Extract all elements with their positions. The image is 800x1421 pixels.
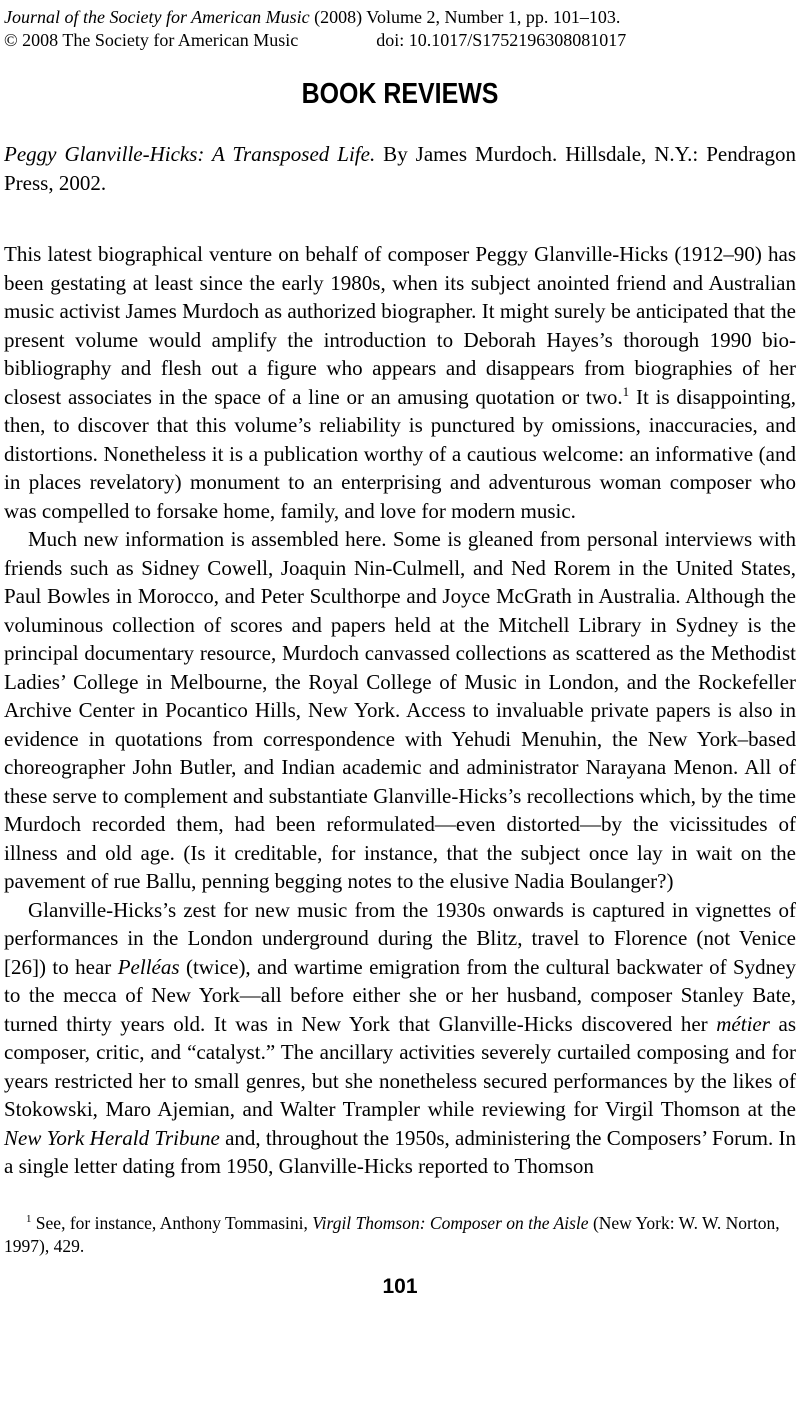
doi-text: doi: 10.1017/S1752196308081017: [376, 30, 627, 50]
review-body: [4, 240, 796, 1181]
copyright-doi-line: [4, 29, 796, 52]
paragraph: This latest biographical venture on behalf of composer Peggy Glanville-Hicks (1912–90) has been gestating at least since the early 1980s, when its subject anointed friend and Australian music activist James Murdoch as authorized biographer. It might surely be anticipated that the present volume would amplify the introduction to Deborah Hayes’s thorough 1990 bio-bibliography and flesh out a figure who appears and disappears from biographies of her closest associates in the space of a line or an amusing quotation or two.$^1$ It is disappointing, then, to discover that this volume’s reliability is punctured by omissions, inaccuracies, and distortions. Nonetheless it is a publication worthy of a cautious welcome: an informative (and in places revelatory) monument to an enterprising and adventurous woman composer who was compelled to forsake home, family, and love for modern music.: [4, 242, 796, 523]
section-title: BOOK REVIEWS: [301, 78, 499, 110]
journal-title: Journal of the Society for American Music: [4, 7, 310, 27]
journal-citation-line: [4, 6, 796, 29]
footnote: $^1$ See, for instance, Anthony Tommasini, Virgil Thomson: Composer on the Aisle (New York: W. W. Norton, 1997), 429.: [4, 1212, 780, 1256]
page-number: 101: [382, 1274, 418, 1298]
journal-header: [4, 6, 796, 52]
paragraph: Much new information is assembled here. Some is gleaned from personal interviews with friends such as Sidney Cowell, Joaquin Nin-Culmell, and Ned Rorem in the United States, Paul Bowles in Morocco, and Peter Sculthorpe and Joyce McGrath in Australia. Although the voluminous collection of scores and papers held at the Mitchell Library in Sydney is the principal documentary resource, Murdoch canvassed collections as scattered as the Methodist Ladies’ College in Melbourne, the Royal College of Music in London, and the Rockefeller Archive Center in Pocantico Hills, New York. Access to invaluable private papers is also in evidence in quotations from correspondence with Yehudi Menuhin, the New York–based choreographer John Butler, and Indian academic and administrator Narayana Menon. All of these serve to complement and substantiate Glanville-Hicks’s recollections which, by the time Murdoch recorded them, had been reformulated—even distorted—by the vicissitudes of illness and old age. (Is it creditable, for instance, that the subject once lay in wait on the pavement of rue Ballu, penning begging notes to the elusive Nadia Boulanger?): [4, 527, 796, 893]
book-citation: Peggy Glanville-Hicks: A Transposed Life. By James Murdoch. Hillsdale, N.Y.: Pendragon Press, 2002.: [4, 142, 797, 195]
paragraph: Glanville-Hicks’s zest for new music from the 1930s onwards is captured in vignettes of performances in the London underground during the Blitz, travel to Florence (not Venice [26]) to hear Pelléas (twice), and wartime emigration from the cultural backwater of Sydney to the mecca of New York—all before either she or her husband, composer Stanley Bate, turned thirty years old. It was in New York that Glanville-Hicks discovered her métier as composer, critic, and “catalyst.” The ancillary activities severely curtailed composing and for years restricted her to small genres, but she nonetheless secured performances by the likes of Stokowski, Maro Ajemian, and Walter Trampler while reviewing for Virgil Thomson at the New York Herald Tribune and, throughout the 1950s, administering the Composers’ Forum. In a single letter dating from 1950, Glanville-Hicks reported to Thomson: [4, 897, 796, 1178]
issue-info: (2008) Volume 2, Number 1, pp. 101–103.: [309, 7, 621, 27]
copyright-text: © 2008 The Society for American Music: [4, 30, 299, 50]
